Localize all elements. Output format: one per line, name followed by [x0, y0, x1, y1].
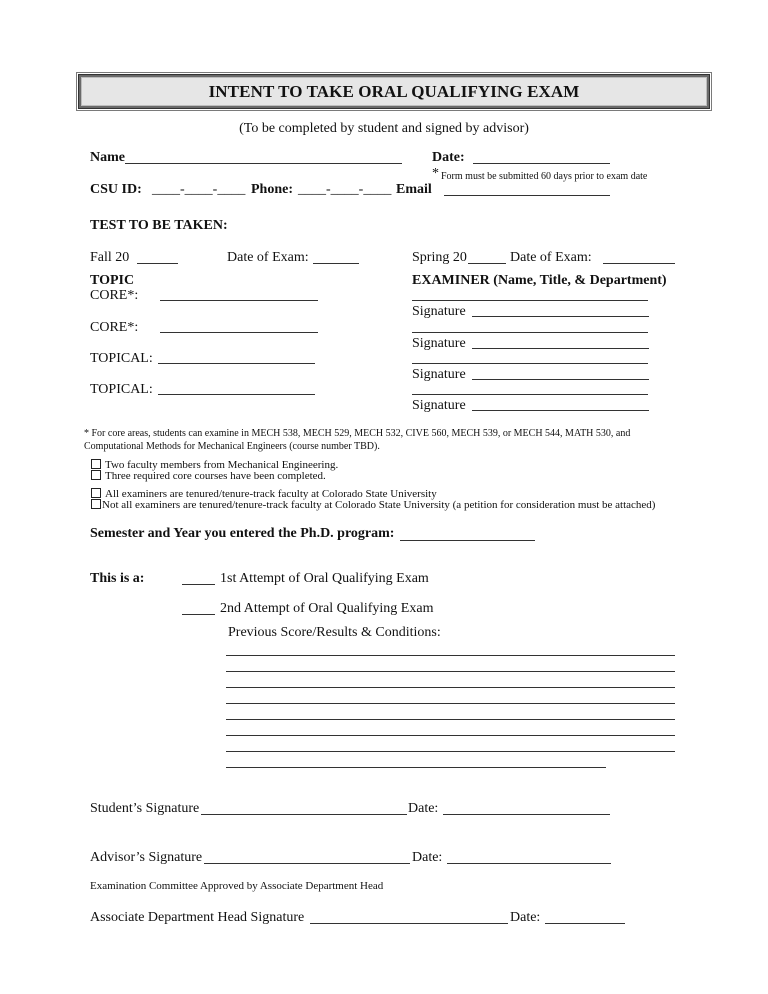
assoc-head-date-label: Date: — [510, 910, 541, 925]
checklist-item-all-tenured[interactable]: All examiners are tenured/tenure-track faculty at Colorado State University — [91, 488, 437, 501]
topic-field-topical-1[interactable] — [158, 363, 315, 364]
topic-field-topical-2[interactable] — [158, 394, 315, 395]
spring-label: Spring 20 — [412, 250, 467, 265]
first-attempt-field[interactable] — [182, 584, 215, 585]
checklist-item-core-courses[interactable]: Three required core courses have been completed. — [91, 470, 326, 483]
previous-results-line[interactable] — [226, 655, 675, 656]
examiner-4-signature-field[interactable] — [472, 410, 649, 411]
student-signature-field[interactable] — [201, 814, 407, 815]
csu-id-field[interactable]: ____-____-____ — [152, 182, 246, 197]
email-field[interactable] — [444, 195, 610, 196]
email-label: Email — [396, 182, 432, 197]
examiner-3-signature-label: Signature — [412, 367, 466, 382]
checklist-item-not-all-tenured[interactable]: Not all examiners are tenured/tenure-track faculty at Colorado State University (a petition for consideration must be attached) — [91, 499, 655, 512]
first-attempt-label: 1st Attempt of Oral Qualifying Exam — [220, 571, 429, 586]
spring-date-label: Date of Exam: — [510, 250, 592, 265]
examiner-3-signature-field[interactable] — [472, 379, 649, 380]
assoc-head-date-field[interactable] — [545, 923, 625, 924]
semester-label: Semester and Year you entered the Ph.D. program: — [90, 526, 395, 541]
previous-results-line[interactable] — [226, 767, 606, 768]
checkbox-icon[interactable] — [91, 470, 101, 480]
test-heading: TEST TO BE TAKEN: — [90, 218, 228, 233]
fall-label: Fall 20 — [90, 250, 130, 265]
advisor-signature-label: Advisor’s Signature — [90, 850, 203, 865]
spring-year-field[interactable] — [468, 263, 506, 264]
second-attempt-field[interactable] — [182, 614, 215, 615]
previous-results-line[interactable] — [226, 671, 675, 672]
footnote-line-1: * For core areas, students can examine in MECH 538, MECH 529, MECH 532, CIVE 560, MECH 539, or MECH 544, MATH 530, and — [84, 428, 631, 439]
form-subtitle: (To be completed by student and signed by advisor) — [239, 121, 529, 136]
previous-results-line[interactable] — [226, 719, 675, 720]
date-label: Date: — [432, 150, 465, 165]
topic-label-topical-2: TOPICAL: — [90, 382, 153, 397]
examiner-2-signature-field[interactable] — [472, 348, 649, 349]
semester-field[interactable] — [400, 540, 535, 541]
form-title-box — [78, 74, 710, 109]
checklist-item-two-faculty[interactable]: Two faculty members from Mechanical Engineering. — [91, 459, 338, 472]
advisor-date-label: Date: — [412, 850, 443, 865]
examiner-2-signature-label: Signature — [412, 336, 466, 351]
advisor-date-field[interactable] — [447, 863, 611, 864]
topic-field-core-1[interactable] — [160, 300, 318, 301]
topic-field-core-2[interactable] — [160, 332, 318, 333]
examiner-3-name-field[interactable] — [412, 363, 648, 364]
checkbox-icon[interactable] — [91, 499, 101, 509]
previous-results-line[interactable] — [226, 687, 675, 688]
previous-results-label: Previous Score/Results & Conditions: — [228, 625, 441, 640]
examiner-1-signature-label: Signature — [412, 304, 466, 319]
checkbox-icon[interactable] — [91, 488, 101, 498]
second-attempt-label: 2nd Attempt of Oral Qualifying Exam — [220, 601, 434, 616]
phone-label: Phone: — [251, 182, 293, 197]
topic-label-core-1: CORE*: — [90, 288, 139, 303]
checkbox-icon[interactable] — [91, 459, 101, 469]
fall-date-field[interactable] — [313, 263, 359, 264]
previous-results-line[interactable] — [226, 751, 675, 752]
footnote-line-2: Computational Methods for Mechanical Engineers (course number TBD). — [84, 441, 380, 452]
phone-field[interactable]: ____-____-____ — [298, 182, 392, 197]
assoc-head-signature-label: Associate Department Head Signature — [90, 910, 305, 925]
previous-results-line[interactable] — [226, 703, 675, 704]
attempt-label: This is a: — [90, 571, 145, 586]
name-label: Name — [90, 150, 125, 165]
examiner-4-name-field[interactable] — [412, 394, 648, 395]
csu-id-label: CSU ID: — [90, 182, 142, 197]
examiner-2-name-field[interactable] — [412, 332, 648, 333]
examiner-1-signature-field[interactable] — [472, 316, 649, 317]
date-note: Form must be submitted 60 days prior to exam date — [441, 171, 648, 182]
assoc-head-signature-field[interactable] — [310, 923, 508, 924]
date-field[interactable] — [473, 163, 610, 164]
fall-date-label: Date of Exam: — [227, 250, 309, 265]
date-note-star: * — [432, 166, 439, 181]
spring-date-field[interactable] — [603, 263, 675, 264]
topic-label-core-2: CORE*: — [90, 320, 139, 335]
topic-label-topical-1: TOPICAL: — [90, 351, 153, 366]
examiner-heading: EXAMINER (Name, Title, & Department) — [412, 273, 667, 288]
previous-results-line[interactable] — [226, 735, 675, 736]
topic-heading: TOPIC — [90, 273, 135, 288]
advisor-signature-field[interactable] — [204, 863, 410, 864]
examiner-4-signature-label: Signature — [412, 398, 466, 413]
committee-note: Examination Committee Approved by Associate Department Head — [90, 880, 384, 892]
student-signature-label: Student’s Signature — [90, 801, 200, 816]
examiner-1-name-field[interactable] — [412, 300, 648, 301]
student-date-label: Date: — [408, 801, 439, 816]
fall-year-field[interactable] — [137, 263, 178, 264]
student-date-field[interactable] — [443, 814, 610, 815]
name-field[interactable] — [125, 163, 402, 164]
form-title: INTENT TO TAKE ORAL QUALIFYING EXAM — [208, 81, 580, 101]
